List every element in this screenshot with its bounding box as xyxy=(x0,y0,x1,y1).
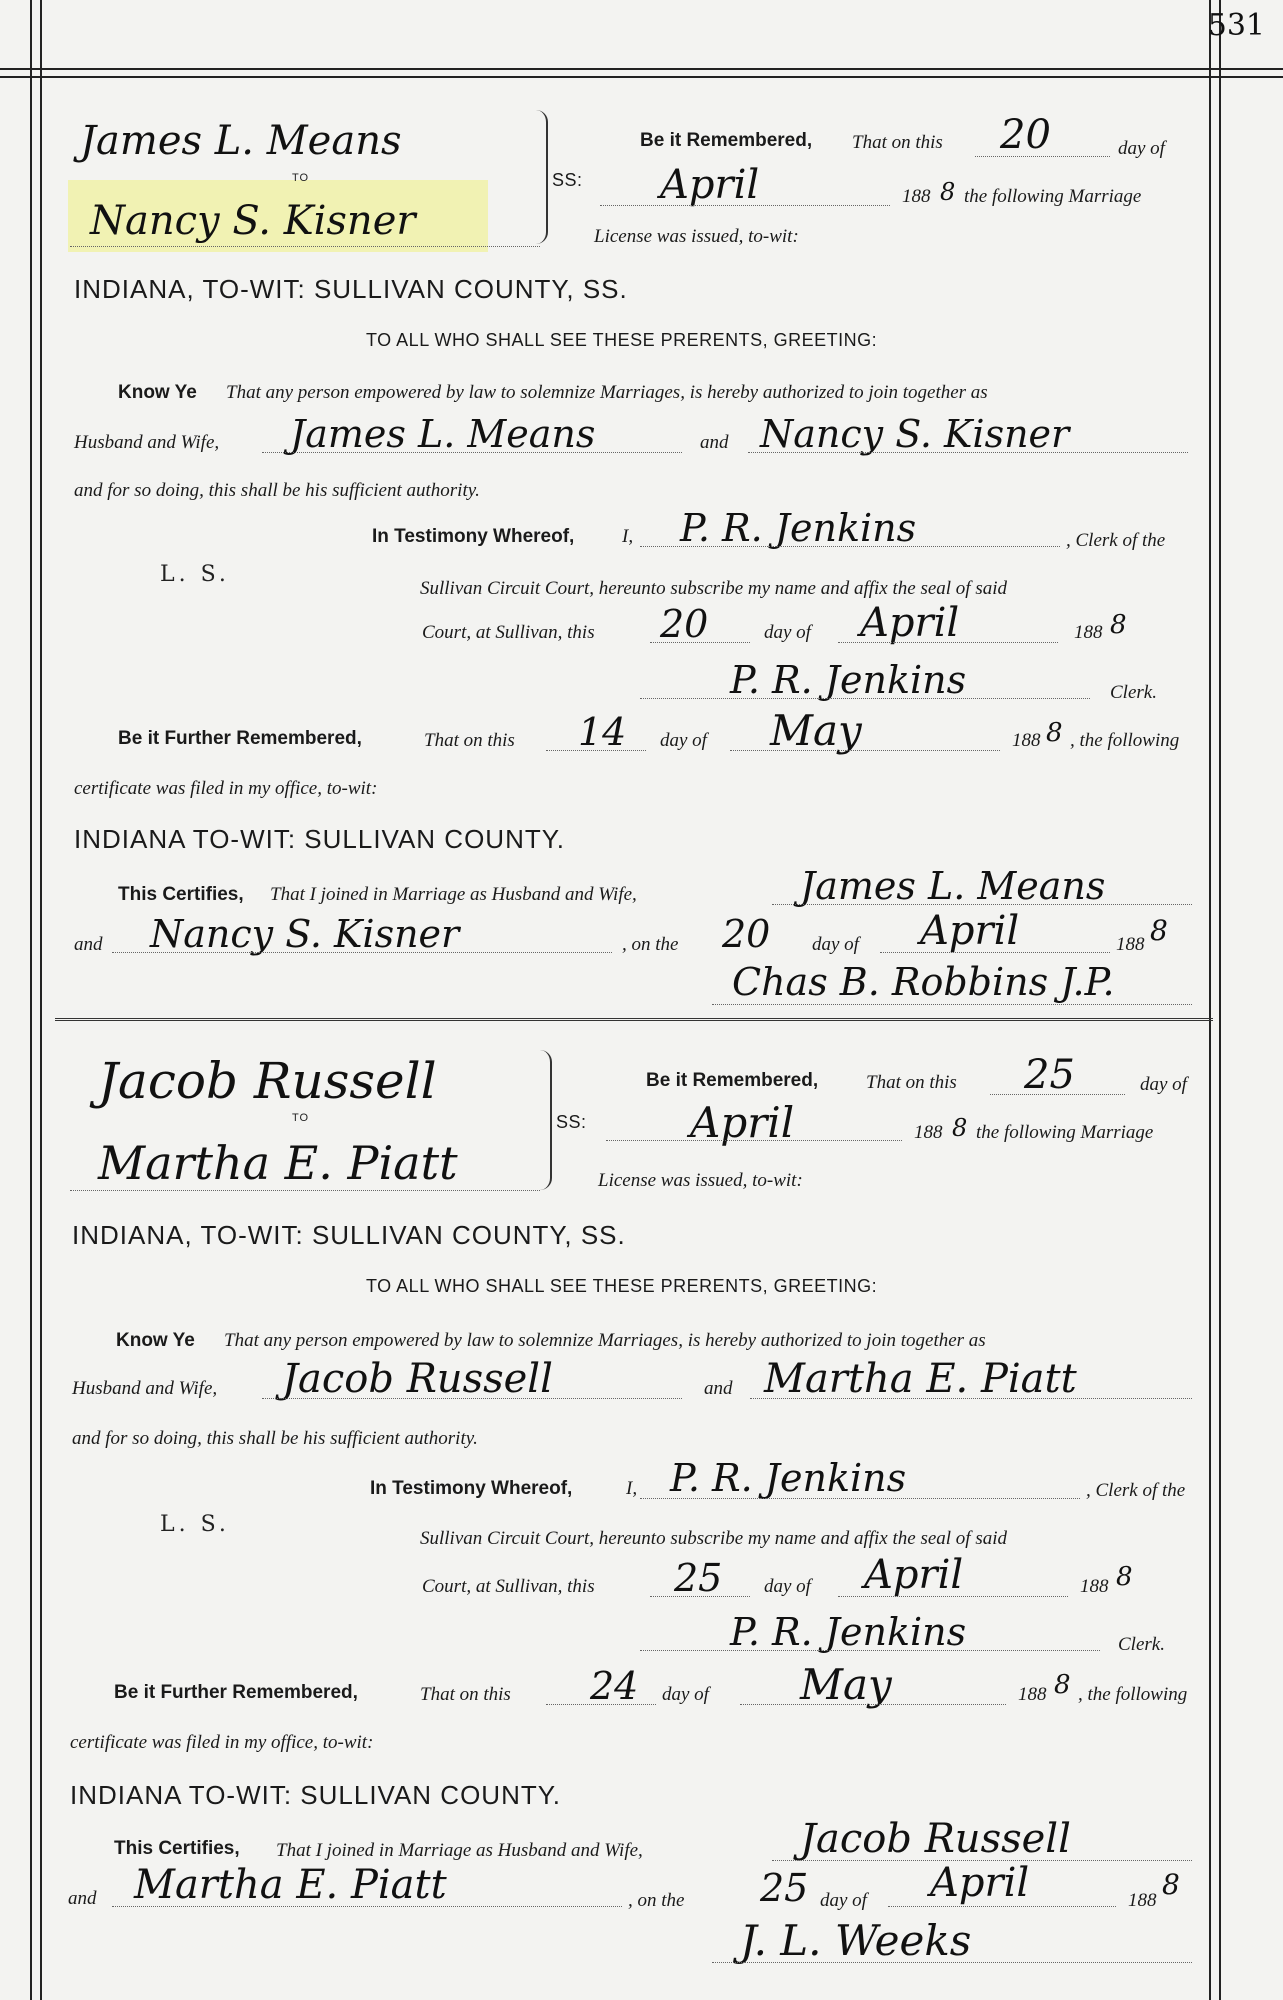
entry2-clerk-of-the: , Clerk of the xyxy=(1086,1480,1186,1501)
entry2-ss-label: SS: xyxy=(556,1112,587,1132)
entry2-this-certifies: This Certifies, xyxy=(114,1838,240,1859)
entry1-filed-month: May xyxy=(770,706,862,755)
entry1-seal-month-rule xyxy=(838,642,1058,643)
entry2-license-year: 8 xyxy=(952,1114,968,1142)
entry2-and: and xyxy=(704,1378,733,1399)
entry2-greeting: TO ALL WHO SHALL SEE THESE PRERENTS, GREETING: xyxy=(366,1276,878,1296)
entry1-clerk: Clerk. xyxy=(1110,682,1157,703)
entry-divider xyxy=(55,1018,1213,1021)
entry2-filed-year: 8 xyxy=(1054,1670,1071,1700)
entry2-day-of: day of xyxy=(1140,1074,1187,1095)
right-margin-line-outer xyxy=(1219,0,1221,2000)
entry2-husband-and-wife: Husband and Wife, xyxy=(72,1378,218,1399)
entry2-brace xyxy=(536,1050,552,1190)
entry1-clerk-signature: P. R. Jenkins xyxy=(730,658,967,702)
entry1-license-issued: License was issued, to-wit: xyxy=(594,226,799,247)
right-margin-line xyxy=(1209,0,1211,2000)
entry2-married-day: 25 xyxy=(760,1866,809,1910)
entry2-seal-year-prefix: 188 xyxy=(1080,1576,1109,1597)
entry1-in-testimony: In Testimony Whereof, xyxy=(372,526,575,547)
entry1-cert-bride-rule xyxy=(112,952,612,953)
entry1-seal-year: 8 xyxy=(1110,610,1127,640)
entry1-filed-month-rule xyxy=(730,750,1000,751)
entry2-seal-day-of: day of xyxy=(764,1576,811,1597)
entry2-clerk-signature: P. R. Jenkins xyxy=(730,1610,967,1654)
entry2-married-day-of: day of xyxy=(820,1890,867,1911)
entry2-seal-ls: L. S. xyxy=(160,1512,230,1537)
entry1-filed-year-prefix: 188 xyxy=(1012,730,1041,751)
entry2-joined: That I joined in Marriage as Husband and Wife, xyxy=(276,1840,643,1861)
entry2-license-month-rule xyxy=(606,1140,902,1141)
entry1-clerk-of-the: , Clerk of the xyxy=(1066,530,1166,551)
entry1-on-the: , on the xyxy=(622,934,679,955)
entry1-to-label: TO xyxy=(292,172,310,184)
entry1-married-month-rule xyxy=(880,952,1110,953)
entry1-clerk-name: P. R. Jenkins xyxy=(680,506,917,550)
entry1-married-month: April xyxy=(920,908,1020,954)
entry2-seal-day: 25 xyxy=(674,1556,723,1600)
entry1-that-on-this: That on this xyxy=(852,132,943,153)
entry1-filed-day-of: day of xyxy=(660,730,707,751)
left-margin-line xyxy=(30,0,32,2000)
entry1-seal-day-rule xyxy=(650,642,750,643)
entry2-officiant-rule xyxy=(712,1962,1192,1963)
entry1-the-following: , the following xyxy=(1070,730,1180,751)
entry2-clerk-name: P. R. Jenkins xyxy=(670,1456,907,1500)
entry1-husband-and-wife: Husband and Wife, xyxy=(74,432,220,453)
entry2-following-marriage: the following Marriage xyxy=(976,1122,1154,1143)
entry2-seal-year: 8 xyxy=(1116,1562,1133,1592)
entry1-filed-day-rule xyxy=(546,750,646,751)
entry1-groom-rule xyxy=(262,452,682,453)
entry2-filed-day: 24 xyxy=(590,1664,639,1708)
entry2-certificate-filed: certificate was filed in my office, to-wit: xyxy=(70,1732,374,1753)
page-number: 531 xyxy=(1207,8,1265,43)
entry2-bride-header: Martha E. Piatt xyxy=(98,1136,458,1190)
entry2-groom-header: Jacob Russell xyxy=(98,1052,437,1110)
entry2-clerk-signature-rule xyxy=(640,1650,1100,1651)
entry1-name-rule xyxy=(70,246,540,247)
entry2-married-year-prefix: 188 xyxy=(1128,1890,1157,1911)
entry1-license-year: 8 xyxy=(940,178,956,206)
entry2-seal-day-rule xyxy=(650,1596,750,1597)
entry1-ss-label: SS: xyxy=(552,170,583,190)
entry1-bride-rule xyxy=(748,452,1188,453)
entry1-officiant-rule xyxy=(712,1004,1192,1005)
top-rule xyxy=(0,68,1283,70)
entry2-sufficient-authority: and for so doing, this shall be his sufficient authority. xyxy=(72,1428,478,1449)
entry2-on-the: , on the xyxy=(628,1890,685,1911)
entry1-further-remembered: Be it Further Remembered, xyxy=(118,728,362,749)
entry1-groom-name: James L. Means xyxy=(290,412,596,456)
entry1-indiana-ss: INDIANA, TO-WIT: SULLIVAN COUNTY, SS. xyxy=(74,274,628,304)
entry1-cert-groom-rule xyxy=(772,904,1192,905)
entry1-bride-name: Nancy S. Kisner xyxy=(760,412,1070,456)
entry1-court-at: Court, at Sullivan, this xyxy=(422,622,595,643)
entry2-that-on-this: That on this xyxy=(866,1072,957,1093)
entry2-license-issued: License was issued, to-wit: xyxy=(598,1170,803,1191)
entry2-bride-name: Martha E. Piatt xyxy=(764,1356,1077,1402)
entry1-married-year: 8 xyxy=(1150,914,1168,947)
entry2-indiana-county: INDIANA TO-WIT: SULLIVAN COUNTY. xyxy=(70,1780,561,1810)
entry1-license-day: 20 xyxy=(1000,112,1051,158)
entry2-filed-year-prefix: 188 xyxy=(1018,1684,1047,1705)
entry2-license-day-rule xyxy=(990,1094,1125,1095)
entry1-i: I, xyxy=(622,526,634,547)
entry2-to-label: TO xyxy=(292,1112,310,1124)
entry2-seal-month-rule xyxy=(838,1596,1068,1597)
entry1-clerk-signature-rule xyxy=(640,698,1090,699)
entry2-the-following: , the following xyxy=(1078,1684,1188,1705)
entry1-following-marriage: the following Marriage xyxy=(964,186,1142,207)
entry2-groom-rule xyxy=(262,1398,682,1399)
entry1-married-day: 20 xyxy=(722,912,771,956)
entry2-license-month: April xyxy=(690,1098,795,1147)
entry1-cert-groom: James L. Means xyxy=(800,864,1106,908)
entry1-filed-year: 8 xyxy=(1046,718,1063,748)
entry1-sufficient-authority: and for so doing, this shall be his sufficient authority. xyxy=(74,480,480,501)
entry1-filed-that-on-this: That on this xyxy=(424,730,515,751)
entry2-i: I, xyxy=(626,1478,638,1499)
entry1-day-of: day of xyxy=(1118,138,1165,159)
entry2-clerk: Clerk. xyxy=(1118,1634,1165,1655)
entry2-license-day: 25 xyxy=(1024,1052,1075,1098)
entry1-seal-day: 20 xyxy=(660,602,709,646)
entry1-clerk-rule xyxy=(640,546,1060,547)
entry1-bride-header: Nancy S. Kisner xyxy=(90,198,416,244)
entry2-married-month: April xyxy=(930,1860,1030,1906)
entry1-married-year-prefix: 188 xyxy=(1116,934,1145,955)
entry1-know-ye-text: That any person empowered by law to solemnize Marriages, is hereby authorized to join together as xyxy=(226,382,988,403)
entry2-bride-rule xyxy=(750,1398,1192,1399)
entry2-cert-bride-rule xyxy=(112,1906,622,1907)
entry1-greeting: TO ALL WHO SHALL SEE THESE PRERENTS, GREETING: xyxy=(366,330,878,350)
entry2-filed-day-rule xyxy=(546,1704,656,1705)
entry1-seal-month: April xyxy=(860,600,960,646)
entry2-filed-that-on-this: That on this xyxy=(420,1684,511,1705)
entry2-filed-month: May xyxy=(800,1660,892,1709)
entry2-filed-day-of: day of xyxy=(662,1684,709,1705)
entry1-officiant-signature: Chas B. Robbins J.P. xyxy=(732,960,1115,1004)
entry2-filed-month-rule xyxy=(740,1704,1006,1705)
entry1-married-day-of: day of xyxy=(812,934,859,955)
entry2-groom-name: Jacob Russell xyxy=(282,1356,553,1402)
entry2-married-month-rule xyxy=(888,1906,1116,1907)
entry1-seal-ls: L. S. xyxy=(160,562,230,587)
entry2-circuit-court: Sullivan Circuit Court, hereunto subscribe my name and affix the seal of said xyxy=(420,1528,1008,1549)
entry2-name-rule xyxy=(70,1190,540,1191)
entry2-seal-month: April xyxy=(864,1552,964,1598)
entry2-indiana-ss: INDIANA, TO-WIT: SULLIVAN COUNTY, SS. xyxy=(72,1220,626,1250)
entry1-cert-and: and xyxy=(74,934,103,955)
entry1-year-prefix: 188 xyxy=(902,186,931,207)
entry2-court-at: Court, at Sullivan, this xyxy=(422,1576,595,1597)
left-margin-line-inner xyxy=(40,0,42,2000)
entry2-cert-bride: Martha E. Piatt xyxy=(134,1862,447,1908)
entry2-cert-groom: Jacob Russell xyxy=(800,1816,1071,1862)
entry1-license-month: April xyxy=(660,162,760,208)
entry2-year-prefix: 188 xyxy=(914,1122,943,1143)
entry2-clerk-rule xyxy=(640,1498,1080,1499)
entry1-filed-day: 14 xyxy=(578,710,627,754)
entry2-married-year: 8 xyxy=(1162,1868,1180,1901)
entry1-cert-bride: Nancy S. Kisner xyxy=(150,912,460,956)
entry2-officiant-signature: J. L. Weeks xyxy=(740,1916,972,1965)
entry2-cert-and: and xyxy=(68,1888,97,1909)
entry1-circuit-court: Sullivan Circuit Court, hereunto subscribe my name and affix the seal of said xyxy=(420,578,1008,599)
entry1-indiana-county: INDIANA TO-WIT: SULLIVAN COUNTY. xyxy=(74,824,565,854)
entry2-further-remembered: Be it Further Remembered, xyxy=(114,1682,358,1703)
entry1-license-month-rule xyxy=(600,205,890,206)
entry1-joined: That I joined in Marriage as Husband and Wife, xyxy=(270,884,637,905)
entry1-know-ye: Know Ye xyxy=(118,382,197,403)
entry1-seal-day-of: day of xyxy=(764,622,811,643)
entry2-be-it-remembered: Be it Remembered, xyxy=(646,1070,819,1091)
entry1-certificate-filed: certificate was filed in my office, to-wit: xyxy=(74,778,378,799)
top-rule-inner xyxy=(0,76,1283,78)
entry2-in-testimony: In Testimony Whereof, xyxy=(370,1478,573,1499)
entry2-know-ye-text: That any person empowered by law to solemnize Marriages, is hereby authorized to join together as xyxy=(224,1330,986,1351)
entry1-groom-header: James L. Means xyxy=(80,118,402,164)
entry1-this-certifies: This Certifies, xyxy=(118,884,244,905)
entry1-license-day-rule xyxy=(975,156,1110,157)
entry1-and: and xyxy=(700,432,729,453)
entry2-know-ye: Know Ye xyxy=(116,1330,195,1351)
entry1-be-it-remembered: Be it Remembered, xyxy=(640,130,813,151)
entry1-seal-year-prefix: 188 xyxy=(1074,622,1103,643)
entry1-brace xyxy=(532,110,548,244)
